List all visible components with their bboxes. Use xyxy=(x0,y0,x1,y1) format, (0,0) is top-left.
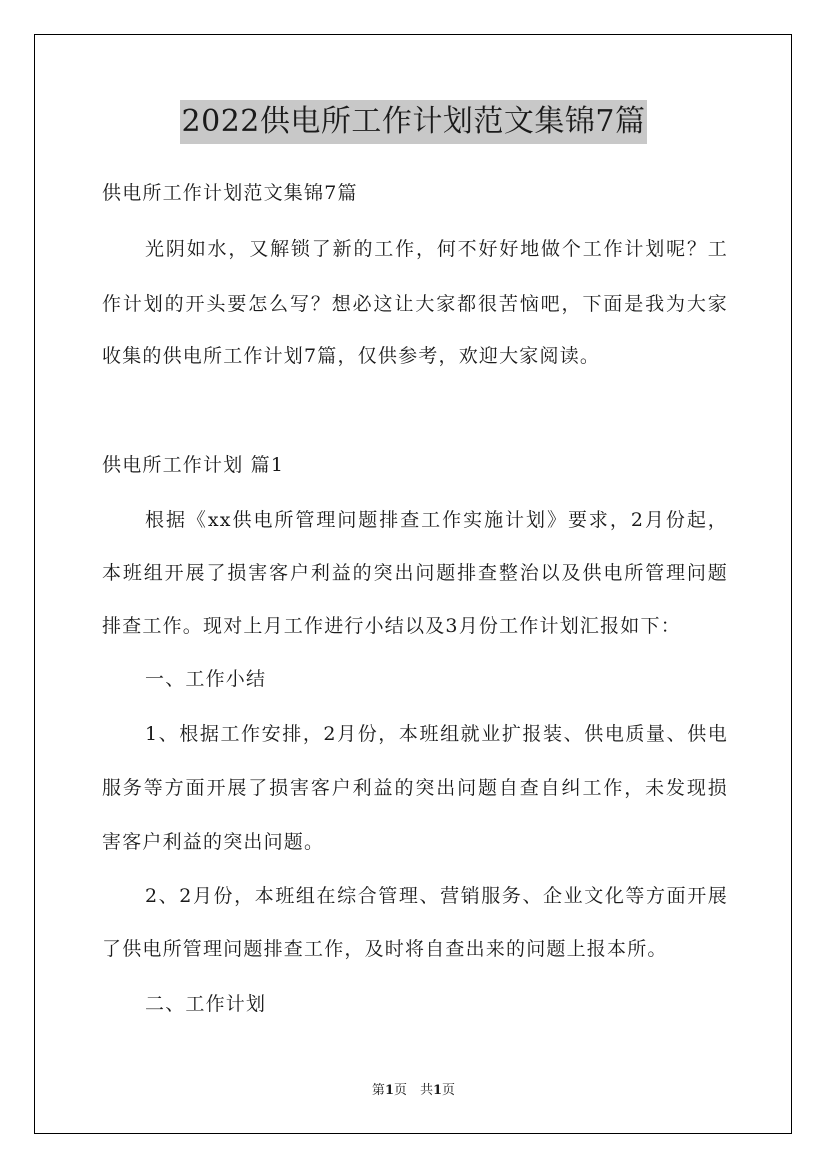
item1-line-3: 害客户利益的突出问题。 xyxy=(102,831,325,853)
intro-line-3: 收集的供电所工作计划7篇，仅供参考，欢迎大家阅读。 xyxy=(102,345,601,367)
intro-line-2: 作计划的开头要怎么写？想必这让大家都很苦恼吧，下面是我为大家 xyxy=(102,293,728,315)
footer-suffix: 页 xyxy=(442,1083,456,1098)
document-subtitle: 供电所工作计划范文集锦7篇 xyxy=(102,182,358,204)
intro-line-1: 光阴如水，又解锁了新的工作，何不好好地做个工作计划呢？工 xyxy=(145,238,728,260)
item2-line-1: 2、2月份，本班组在综合管理、营销服务、企业文化等方面开展 xyxy=(145,885,728,907)
footer-total-pages: 1 xyxy=(433,1083,443,1098)
para1-line-1: 根据《xx供电所管理问题排查工作实施计划》要求，2月份起， xyxy=(145,509,728,531)
item2-line-2: 了供电所管理问题排查工作，及时将自查出来的问题上报本所。 xyxy=(102,938,668,960)
section-heading: 供电所工作计划 篇1 xyxy=(102,454,285,476)
item1-line-1: 1、根据工作安排，2月份，本班组就业扩报装、供电质量、供电 xyxy=(145,723,728,745)
title-container xyxy=(0,100,827,144)
heading-work-plan: 二、工作计划 xyxy=(145,993,267,1015)
para1-line-3: 排查工作。现对上月工作进行小结以及3月份工作计划汇报如下： xyxy=(102,615,681,637)
footer-mid: 页 共 xyxy=(393,1083,433,1098)
heading-work-summary: 一、工作小结 xyxy=(145,668,267,690)
document-title: 2022供电所工作计划范文集锦7篇 xyxy=(180,100,648,144)
footer-prefix: 第 xyxy=(371,1083,385,1098)
page-footer xyxy=(0,1083,827,1099)
item1-line-2: 服务等方面开展了损害客户利益的突出问题自查自纠工作，未发现损 xyxy=(102,777,728,799)
footer-page-number: 1 xyxy=(384,1083,394,1098)
para1-line-2: 本班组开展了损害客户利益的突出问题排查整治以及供电所管理问题 xyxy=(102,562,728,584)
